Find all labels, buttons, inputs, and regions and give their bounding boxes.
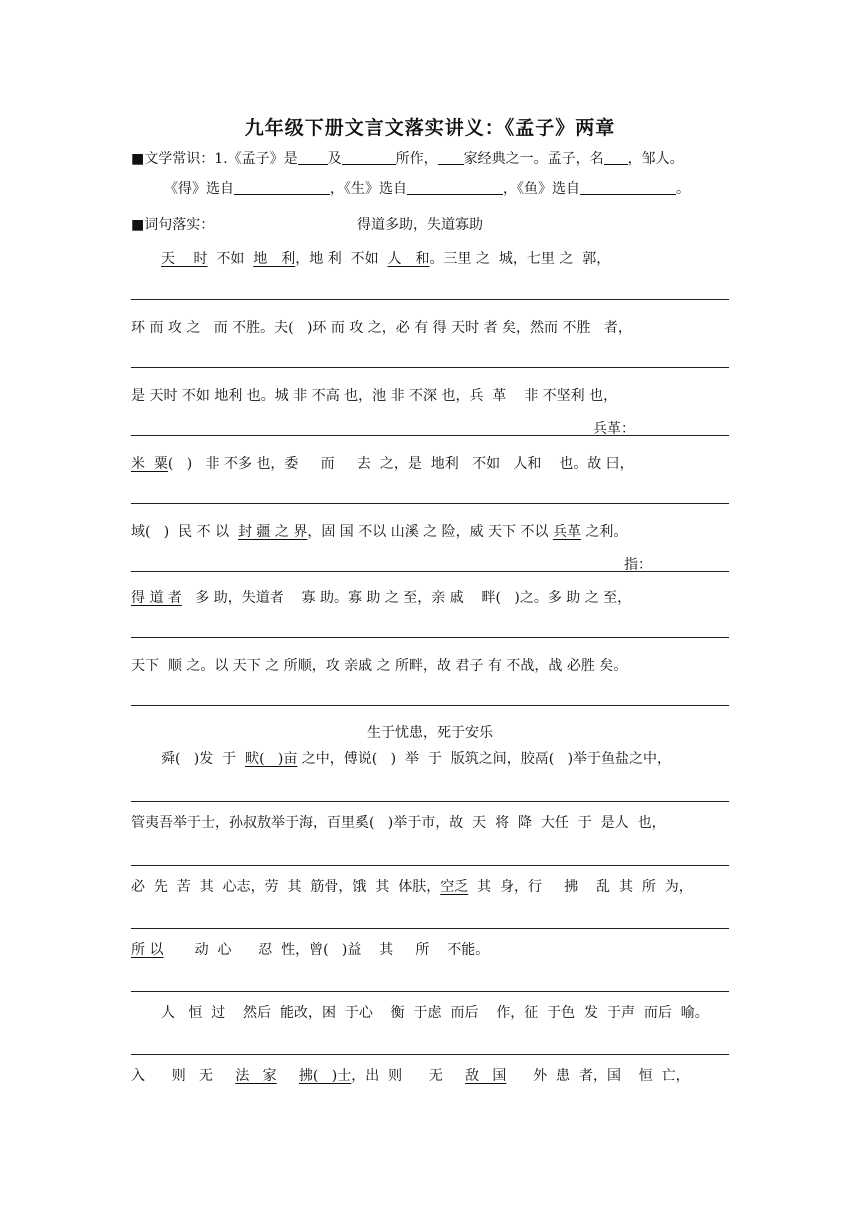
lit-text: 及 <box>327 151 342 167</box>
literature-line-2 <box>164 180 690 198</box>
text-row: 人 恒 过 然后 能改，困 于心 衡 于虑 而后 作，征 于色 发 于声 而后 喻。 <box>161 1005 709 1021</box>
underlined-term: 人 和 <box>387 251 430 267</box>
underlined-term: 封 疆 之 界 <box>237 524 308 540</box>
literature-label: ■文学常识： <box>131 151 215 167</box>
lit-text: 1.《孟子》是 <box>214 151 298 167</box>
text-row <box>131 1067 690 1085</box>
row-text: ( ) 非 不多 也，委 而 去 之，是 地利 不如 人和 也。故 曰， <box>167 456 634 472</box>
lit-text: ，《生》选自 <box>330 181 407 197</box>
text-row: 是 天时 不如 地利 也。城 非 不高 也，池 非 不深 也，兵 革 非 不坚利 也， <box>131 388 618 404</box>
row-text <box>277 1068 299 1084</box>
text-row <box>131 878 693 896</box>
lit-text: 《得》选自 <box>164 181 234 197</box>
answer-line[interactable] <box>131 435 729 436</box>
text-row <box>131 523 627 541</box>
answer-line[interactable] <box>131 991 729 992</box>
underlined-term: 地 利 <box>253 251 296 267</box>
page-title: 九年级下册文言文落实讲义：《孟子》两章 <box>244 117 616 139</box>
text-row: 环 而 攻 之 而 不胜。夫( )环 而 攻 之，必 有 得 天时 者 矣，然而 不胜 者， <box>131 320 632 336</box>
underlined-term: 所 以 <box>131 942 164 958</box>
text-row: 管夷吾举于士，孙叔敖举于海，百里奚( )举于市，故 天 将 降 大任 于 是人 也， <box>131 815 666 831</box>
underlined-term: 敌 国 <box>465 1068 507 1084</box>
answer-line[interactable] <box>131 801 729 802</box>
ci-label: ■词句落实： <box>131 217 215 233</box>
fill-blank[interactable] <box>234 180 330 195</box>
row-text: 。三里 之 城，七里 之 郭， <box>429 251 611 267</box>
text-row <box>131 455 634 473</box>
text-row <box>131 589 631 607</box>
answer-line[interactable] <box>131 928 729 929</box>
fill-blank[interactable] <box>580 180 676 195</box>
answer-line[interactable] <box>131 865 729 866</box>
answer-line[interactable] <box>131 571 729 572</box>
lit-text: ，《鱼》选自 <box>503 181 580 197</box>
annotation-note: 指： <box>624 557 652 573</box>
underlined-term: 畎( )亩 <box>245 751 298 767</box>
literature-line-1 <box>131 150 684 168</box>
answer-line[interactable] <box>131 367 729 368</box>
underlined-term: 拂( )士 <box>298 1068 352 1084</box>
row-text: 之中，傅说( ) 举 于 版筑之间，胶鬲( )举于鱼盐之中， <box>297 751 672 767</box>
row-text: ，地 利 不如 <box>295 251 388 267</box>
underlined-term: 空乏 <box>440 879 469 895</box>
answer-line[interactable] <box>131 637 729 638</box>
text-row <box>161 750 671 768</box>
lit-text: 。 <box>676 181 690 197</box>
row-text: 必 先 苦 其 心志，劳 其 筋骨，饿 其 体肤， <box>131 879 441 895</box>
fill-blank[interactable] <box>407 180 503 195</box>
text-row <box>131 941 489 959</box>
row-text: 舜( )发 于 <box>161 751 246 767</box>
answer-line[interactable] <box>131 705 729 706</box>
row-text: 域( ) 民 不 以 <box>131 524 238 540</box>
row-text: 外 患 者，国 恒 亡， <box>506 1068 690 1084</box>
lit-text: 所作， <box>395 151 438 167</box>
section-heading-sheng: 生于忧患，死于安乐 <box>367 725 493 741</box>
row-text: 其 身，行 拂 乱 其 所 为， <box>468 879 693 895</box>
section-heading-de: 得道多助，失道寡助 <box>357 217 483 233</box>
answer-line[interactable] <box>131 503 729 504</box>
fill-blank[interactable] <box>438 150 464 165</box>
underlined-term: 天 时 <box>161 251 208 267</box>
answer-line[interactable] <box>131 299 729 300</box>
fill-blank[interactable] <box>298 150 328 165</box>
row-text: 多 助，失道者 寡 助。寡 助 之 至，亲 戚 畔( )之。多 助 之 至， <box>181 590 632 606</box>
underlined-term: 法 家 <box>235 1068 277 1084</box>
lit-text: 家经典之一。孟子，名 <box>463 151 604 167</box>
fill-blank[interactable] <box>342 150 396 165</box>
row-text: 入 则 无 <box>131 1068 236 1084</box>
lit-text: ，邹人。 <box>627 151 684 167</box>
annotation-note: 兵革： <box>593 421 635 437</box>
underlined-term: 米 粟 <box>131 456 168 472</box>
text-row: 天下 顺 之。以 天下 之 所顺，攻 亲戚 之 所畔，故 君子 有 不战，战 必胜 矣。 <box>131 658 628 674</box>
row-text: 不如 <box>207 251 254 267</box>
row-text: 动 心 忍 性，曾( )益 其 所 不能。 <box>163 942 490 958</box>
answer-line[interactable] <box>131 1054 729 1055</box>
underlined-term: 兵革 <box>552 524 581 540</box>
underlined-term: 得 道 者 <box>131 590 182 606</box>
row-text: ，固 国 不以 山溪 之 险，威 天下 不以 <box>307 524 553 540</box>
fill-blank[interactable] <box>604 150 628 165</box>
text-row <box>161 250 610 268</box>
row-text: ，出 则 无 <box>351 1068 466 1084</box>
row-text: 之利。 <box>580 524 628 540</box>
